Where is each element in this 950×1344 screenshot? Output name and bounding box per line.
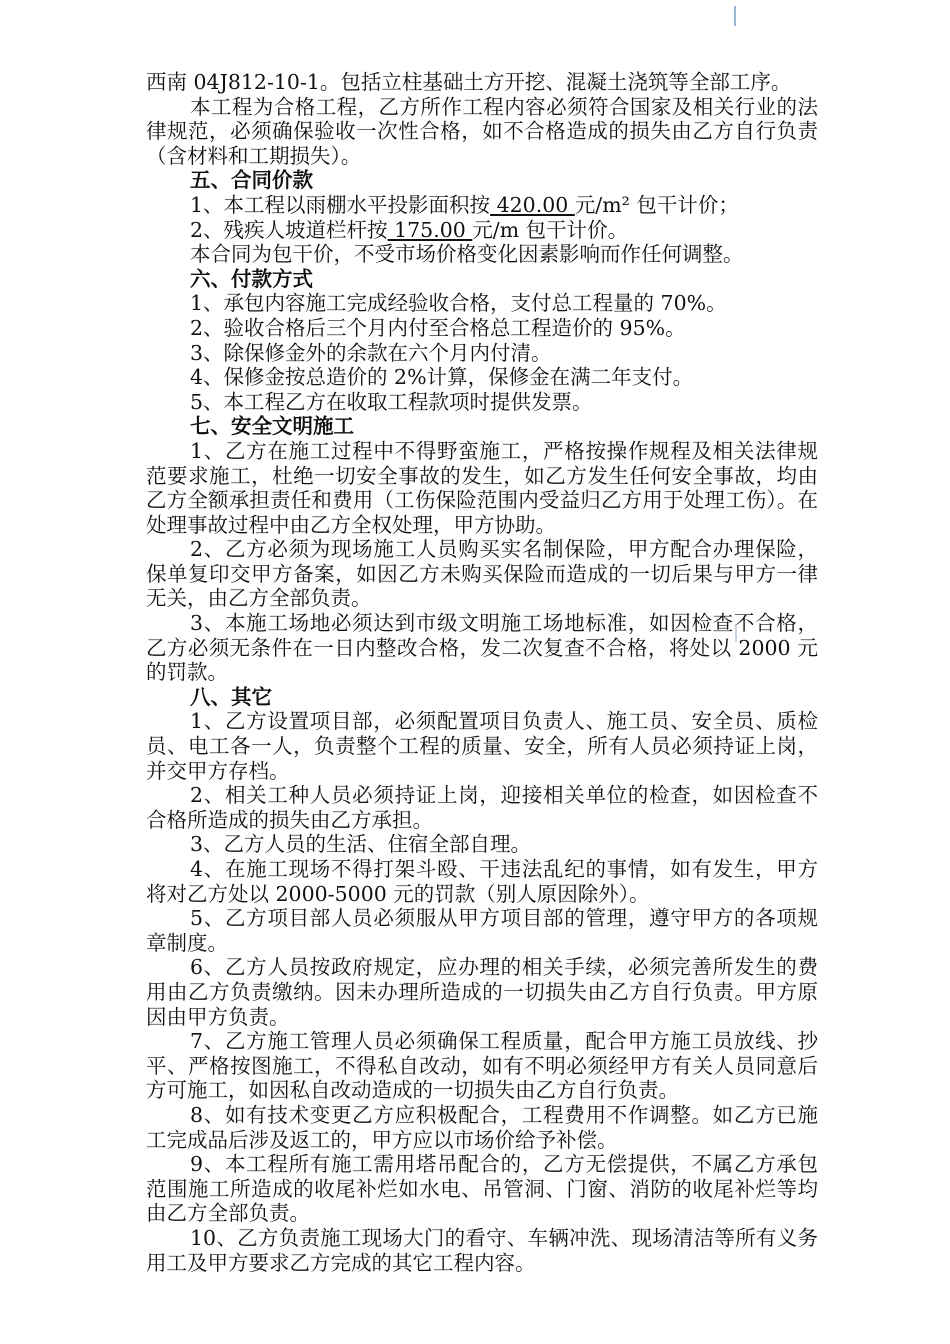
safety-item-3: 3、本施工场地必须达到市级文明施工场地标准，如因检查不合格，乙方必须无条件在一日内整改合格，发二次复查不合格，将处以 2000 元的罚款。 [146,611,818,685]
other-item-4: 4、在施工现场不得打架斗殴、干违法乱纪的事情，如有发生，甲方将对乙方处以 2000-5000 元的罚款（别人原因除外）。 [146,857,818,906]
paragraph-quality-requirement: 本工程为合格工程，乙方所作工程内容必须符合国家及相关行业的法律规范，必须确保验收一次性合格，如不合格造成的损失由乙方自行负责（含材料和工期损失）。 [146,94,818,168]
section-heading-other: 八、其它 [190,684,272,709]
section-heading-contract-price: 五、合同价款 [190,168,313,193]
price-item-2-value: 175.00 [387,217,473,242]
price-item-2-prefix: 2、残疾人坡道栏杆按 [190,217,388,242]
other-item-2: 2、相关工种人员必须持证上岗，迎接相关单位的检查，如因检查不合格所造成的损失由乙方承担。 [146,783,818,832]
safety-item-2: 2、乙方必须为现场施工人员购买实名制保险，甲方配合办理保险，保单复印交甲方备案，如因乙方未购买保险而造成的一切后果与甲方一律无关，由乙方全部负责。 [146,537,818,611]
other-item-7: 7、乙方施工管理人员必须确保工程质量，配合甲方施工员放线、抄平、严格按图施工，不得私自改动，如有不明必须经甲方有关人员同意后方可施工，如因私自改动造成的一切损失由乙方自行负责。 [146,1029,818,1103]
price-note: 本合同为包干价，不受市场价格变化因素影响而作任何调整。 [190,242,744,267]
price-item-1-suffix: 元/m² 包干计价； [574,192,739,217]
section-heading-payment: 六、付款方式 [190,266,313,291]
price-item-1-prefix: 1、本工程以雨棚水平投影面积按 [190,192,491,217]
other-item-10: 10、乙方负责施工现场大门的看守、车辆冲洗、现场清洁等所有义务用工及甲方要求乙方完成的其它工程内容。 [146,1225,818,1275]
payment-item-1: 1、承包内容施工完成经验收合格，支付总工程量的 70%。 [190,291,727,316]
paragraph-standard-reference: 西南 04J812-10-1。包括立柱基础土方开挖、混凝土浇筑等全部工序。 [146,70,792,94]
price-item-1 [146,193,818,218]
payment-item-4: 4、保修金按总造价的 2%计算，保修金在满二年支付。 [190,365,694,390]
other-item-5: 5、乙方项目部人员必须服从甲方项目部的管理，遵守甲方的各项规章制度。 [146,906,818,955]
payment-item-3: 3、除保修金外的余款在六个月内付清。 [190,340,552,365]
other-item-9: 9、本工程所有施工需用塔吊配合的，乙方无偿提供，不属乙方承包范围施工所造成的收尾补烂如水电、吊管洞、门窗、消防的收尾补烂等均由乙方全部负责。 [146,1152,818,1226]
safety-item-1: 1、乙方在施工过程中不得野蛮施工，严格按操作规程及相关法律规范要求施工，杜绝一切安全事故的发生，如乙方发生任何安全事故，均由乙方全额承担责任和费用（工伤保险范围内受益归乙方用于处理工伤）。在处理事故过程中由乙方全权处理，甲方协助。 [146,438,818,537]
other-item-8: 8、如有技术变更乙方应积极配合，工程费用不作调整。如乙方已施工完成品后涉及返工的，甲方应以市场价给予补偿。 [146,1102,818,1152]
other-item-1: 1、乙方设置项目部，必须配置项目负责人、施工员、安全员、质检员、电工各一人，负责整个工程的质量、安全，所有人员必须持证上岗，并交甲方存档。 [146,709,818,783]
payment-item-5: 5、本工程乙方在收取工程款项时提供发票。 [190,389,593,414]
price-item-2-suffix: 元/m 包干计价。 [472,217,629,242]
other-item-6: 6、乙方人员按政府规定，应办理的相关手续，必须完善所发生的费用由乙方负责缴纳。因未办理所造成的一切损失由乙方自行负责。甲方原因由甲方负责。 [146,955,818,1029]
section-heading-safety: 七、安全文明施工 [190,414,354,439]
payment-item-2: 2、验收合格后三个月内付至合格总工程造价的 95%。 [190,315,686,340]
document-page [146,70,818,1275]
price-item-1-value: 420.00 [490,192,575,217]
text-cursor [734,6,736,26]
other-item-3: 3、乙方人员的生活、住宿全部自理。 [190,832,532,857]
price-item-2 [146,218,818,243]
